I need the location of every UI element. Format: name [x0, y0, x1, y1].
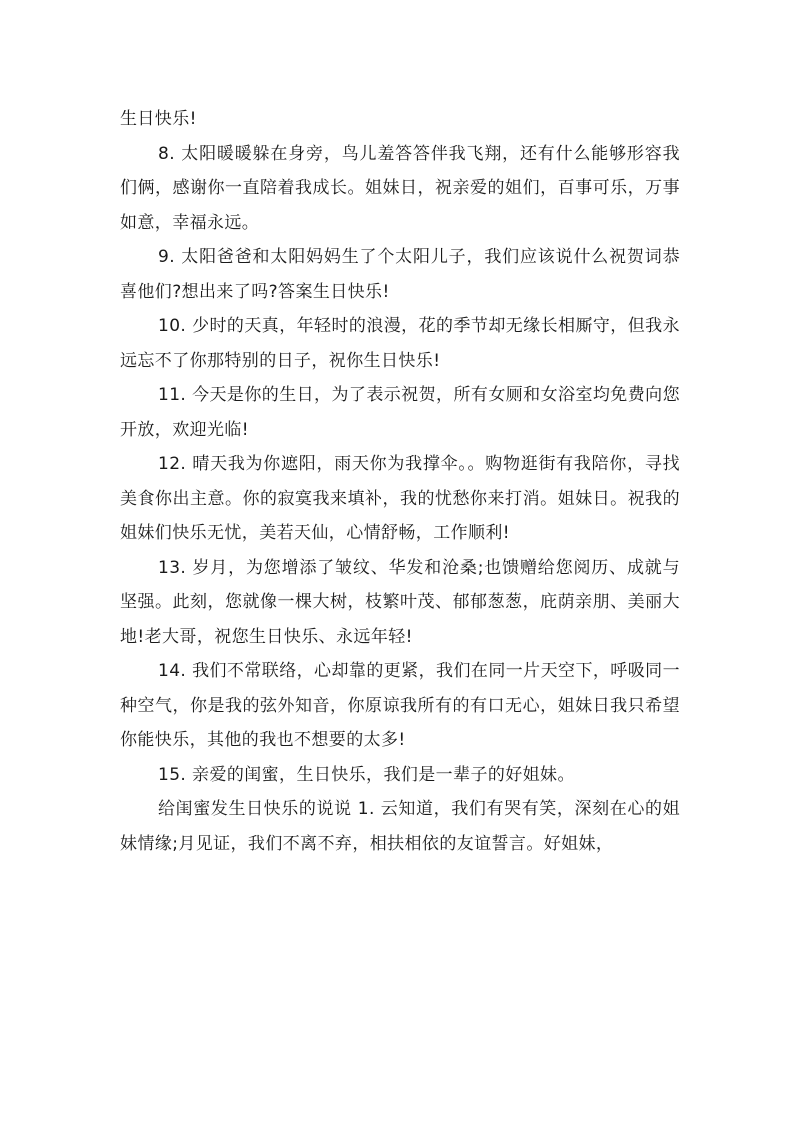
- paragraph-item-13: 13. 岁月，为您增添了皱纹、华发和沧桑;也馈赠给您阅历、成就与坚强。此刻，您就像一棵大树，枝繁叶茂、郁郁葱葱，庇荫亲朋、美丽大地!老大哥，祝您生日快乐、永远年轻!: [120, 557, 680, 647]
- paragraph-item-9: 9. 太阳爸爸和太阳妈妈生了个太阳儿子，我们应该说什么祝贺词恭喜他们?想出来了吗?答案生日快乐!: [120, 247, 680, 302]
- paragraph-intro: 生日快乐!: [120, 109, 197, 129]
- paragraph-item-14: 14. 我们不常联络，心却靠的更紧，我们在同一片天空下，呼吸同一种空气，你是我的弦外知音，你原谅我所有的有口无心，姐妹日我只希望你能快乐，其他的我也不想要的太多!: [120, 661, 680, 750]
- paragraph-item-10: 10. 少时的天真，年轻时的浪漫，花的季节却无缘长相厮守，但我永远忘不了你那特别的日子，祝你生日快乐!: [120, 316, 680, 371]
- paragraph-section-start: 给闺蜜发生日快乐的说说 1. 云知道，我们有哭有笑，深刻在心的姐妹情缘;月见证，我们不离不弃，相扶相依的友谊誓言。好姐妹，: [120, 799, 680, 854]
- document-body: [120, 102, 680, 861]
- paragraph-item-12: 12. 晴天我为你遮阳，雨天你为我撑伞。。购物逛街有我陪你，寻找美食你出主意。你的寂寞我来填补，我的忧愁你来打消。姐妹日。祝我的姐妹们快乐无忧，美若天仙，心情舒畅，工作顺利!: [120, 454, 680, 543]
- paragraph-item-15: 15. 亲爱的闺蜜，生日快乐，我们是一辈子的好姐妹。: [158, 764, 575, 785]
- paragraph-item-11: 11. 今天是你的生日，为了表示祝贺，所有女厕和女浴室均免费向您开放，欢迎光临!: [120, 385, 680, 440]
- paragraph-item-8: 8. 太阳暖暖躲在身旁，鸟儿羞答答伴我飞翔，还有什么能够形容我们俩，感谢你一直陪着我成长。姐妹日，祝亲爱的姐们，百事可乐，万事如意，幸福永远。: [120, 143, 680, 233]
